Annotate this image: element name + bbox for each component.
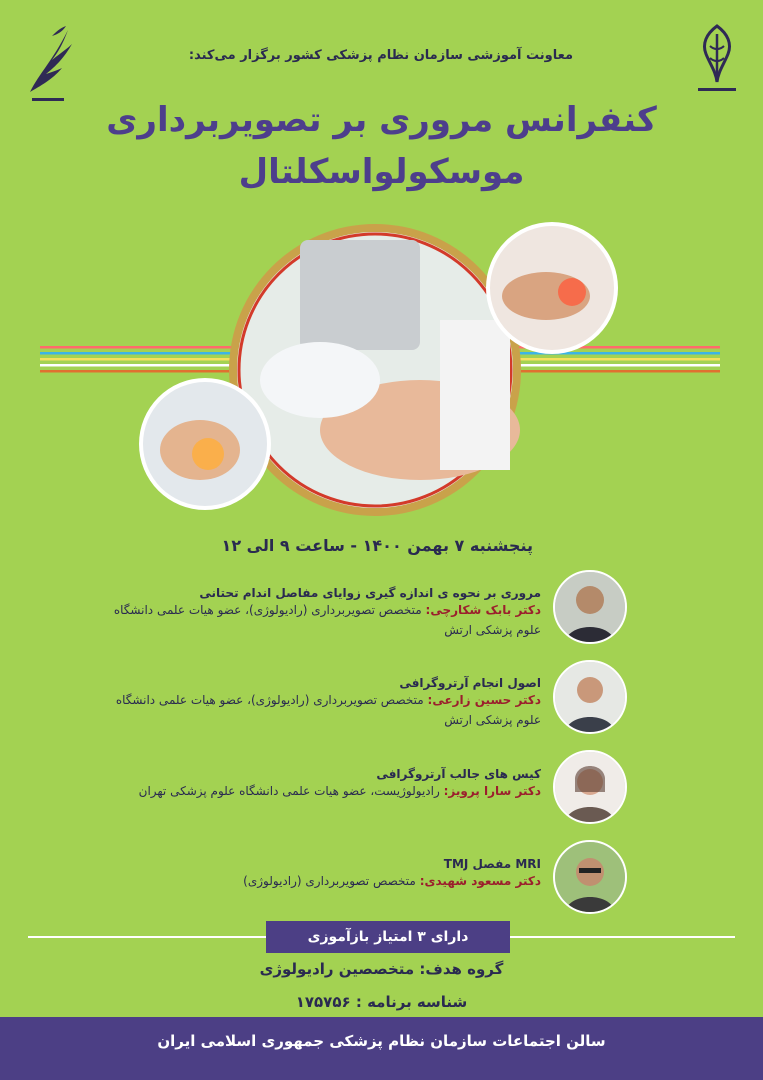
divider-line	[28, 936, 266, 938]
speaker-name: دکتر حسین زارعی:	[427, 693, 541, 707]
avatar	[553, 660, 627, 734]
speaker-description: متخصص تصویربرداری (رادیولوژی)، عضو هیات علمی دانشگاه علوم پزشکی ارتش	[113, 603, 541, 637]
medical-council-emblem-icon	[688, 20, 746, 100]
speaker-4	[111, 857, 541, 891]
date-time: پنجشنبه ۷ بهمن ۱۴۰۰ - ساعت ۹ الی ۱۲	[221, 536, 533, 555]
speaker-name: دکتر مسعود شهیدی:	[419, 874, 541, 888]
avatar	[553, 750, 627, 824]
speaker-topic: کیس های جالب آرتروگرافی	[376, 767, 541, 781]
venue-text: سالن اجتماعات سازمان نظام پزشکی جمهوری اسلامی ایران	[157, 1032, 606, 1050]
divider-line	[510, 936, 735, 938]
speaker-description: متخصص تصویربرداری (رادیولوژی)	[243, 874, 416, 888]
speaker-2	[111, 676, 541, 730]
avatar	[553, 570, 627, 644]
target-group: گروه هدف: متخصصین رادیولوژی	[259, 960, 504, 978]
speaker-description: متخصص تصویربرداری (رادیولوژی)، عضو هیات علمی دانشگاه علوم پزشکی ارتش	[115, 693, 541, 727]
speaker-topic: اصول انجام آرتروگرافی	[399, 676, 541, 690]
credits-badge: دارای ۳ امتیاز بازآموزی	[266, 921, 510, 953]
organizer-text: معاونت آموزشی سازمان نظام پزشکی کشور برگزار می‌کند:	[188, 48, 573, 63]
speaker-name: دکتر سارا پرویز:	[443, 784, 541, 798]
avatar	[553, 840, 627, 914]
speaker-topic: مروری بر نحوه ی اندازه گیری زوایای مفاصل اندام تحتانی	[199, 586, 541, 600]
conference-title-line1: کنفرانس مروری بر تصویربرداری	[106, 100, 657, 140]
speaker-topic: MRI مفصل TMJ	[443, 857, 541, 871]
conference-title-line2: موسکولواسکلتال	[238, 152, 525, 192]
phoenix-bird-logo-icon	[22, 22, 74, 106]
speaker-description: رادیولوژیست، عضو هیات علمی دانشگاه علوم پزشکی تهران	[138, 784, 440, 798]
speaker-name: دکتر بابک شکارچی:	[425, 603, 541, 617]
speaker-1	[111, 586, 541, 640]
speaker-3	[111, 767, 541, 801]
hero-image-collage	[0, 200, 763, 520]
program-id: شناسه برنامه : ۱۷۵۷۵۶	[295, 993, 468, 1011]
